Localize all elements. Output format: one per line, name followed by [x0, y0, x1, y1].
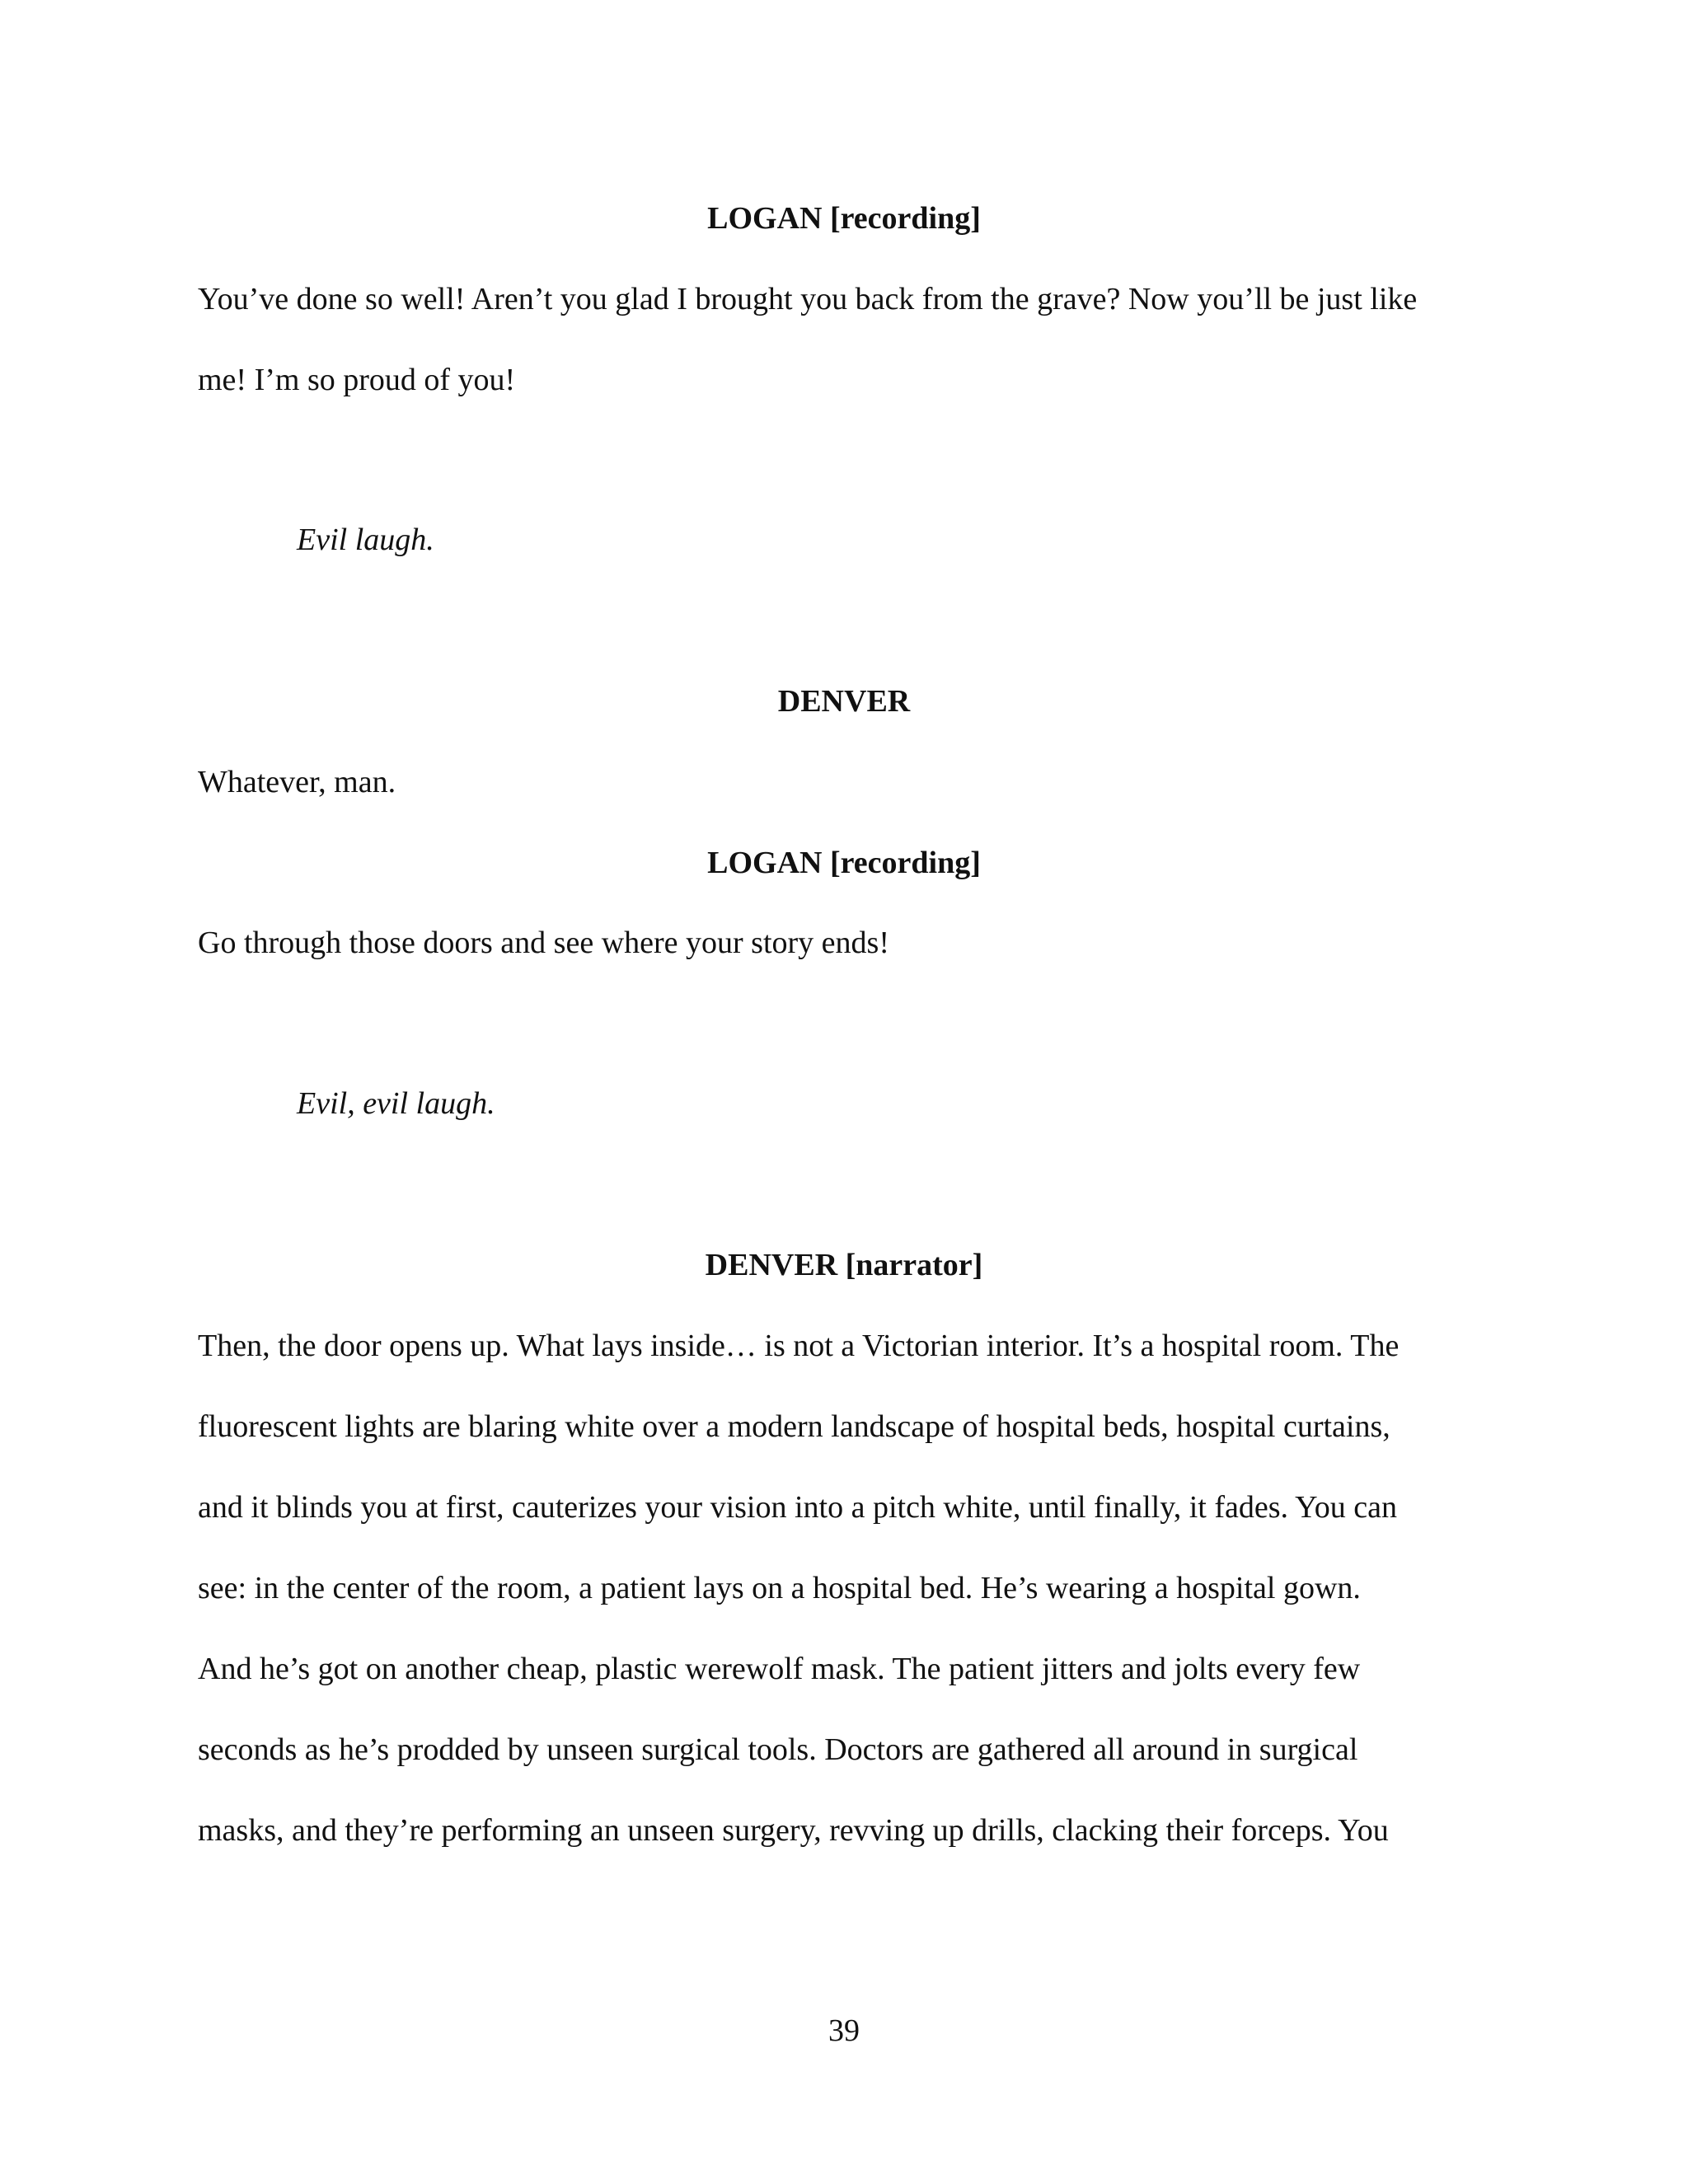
speaker-denver: DENVER [777, 684, 911, 719]
speaker-denver-narrator: DENVER [narrator] [705, 1248, 983, 1282]
stage-direction: Evil, evil laugh. [297, 1086, 495, 1121]
dialogue-line: Whatever, man. [198, 765, 396, 799]
narration-line: seconds as he’s prodded by unseen surgical tools. Doctors are gathered all around in surgical [198, 1732, 1358, 1767]
speaker-logan-recording: LOGAN [recording] [707, 846, 981, 880]
narration-line: see: in the center of the room, a patient lays on a hospital bed. He’s wearing a hospital gown. [198, 1571, 1361, 1605]
narration-line: And he’s got on another cheap, plastic werewolf mask. The patient jitters and jolts every few [198, 1652, 1361, 1686]
page-number: 39 [828, 2013, 860, 2048]
narration-line: Then, the door opens up. What lays inside… is not a Victorian interior. It’s a hospital room. The [198, 1329, 1400, 1363]
speaker-logan-recording: LOGAN [recording] [707, 201, 981, 236]
narration-line: masks, and they’re performing an unseen surgery, revving up drills, clacking their forceps. You [198, 1813, 1389, 1848]
dialogue-line: me! I’m so proud of you! [198, 363, 516, 397]
dialogue-line: You’ve done so well! Aren’t you glad I brought you back from the grave? Now you’ll be just like [198, 282, 1418, 316]
dialogue-line: Go through those doors and see where your story ends! [198, 926, 889, 960]
narration-line: and it blinds you at first, cauterizes your vision into a pitch white, until finally, it fades. You can [198, 1490, 1398, 1525]
narration-line: fluorescent lights are blaring white over a modern landscape of hospital beds, hospital curtains, [198, 1409, 1390, 1444]
stage-direction: Evil laugh. [297, 523, 434, 557]
